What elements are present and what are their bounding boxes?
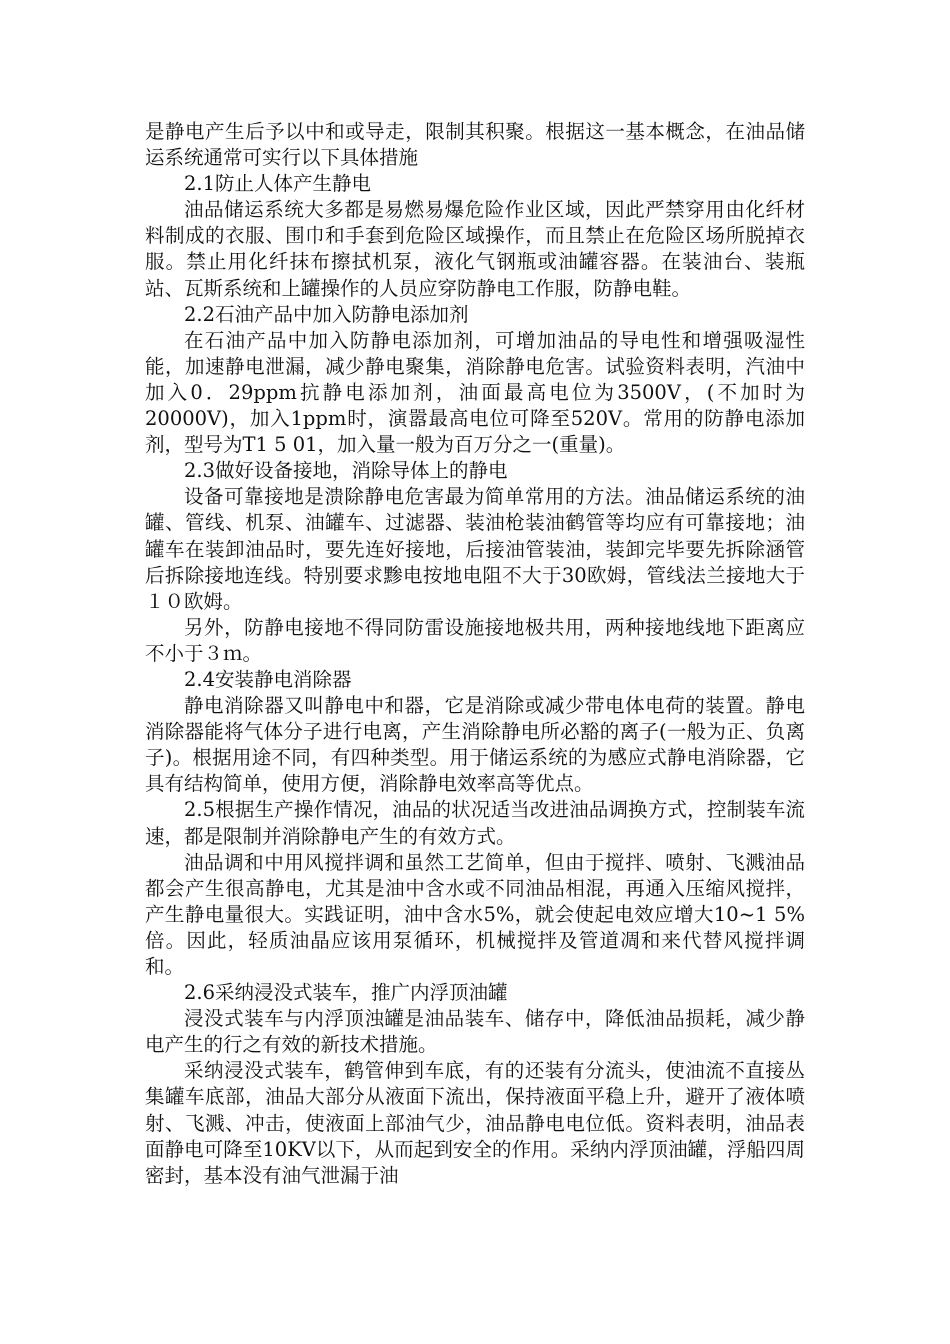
paragraph-2-3-additional: 另外，防静电接地不得同防雷设施接地极共用，两种接地线地下距离应不小于３ｍ。	[145, 615, 805, 665]
paragraph-2-5-body: 2.5根据生产操作情况，油品的状况适当改进油品调换方式，控制装车流速，都是限制并消除静电产生的有效方式。	[145, 798, 805, 848]
paragraph-intro: 是静电产生后予以中和或导走，限制其积聚。根据这一基本概念，在油品储运系统通常可实行以下具体措施	[145, 120, 805, 170]
paragraph-2-3-body: 设备可靠接地是溃除静电危害最为简单常用的方法。油品储运系统的油罐、管线、机泵、油罐车、过滤器、装油枪装油鹤管等均应有可靠接地；油罐车在装卸油品时，要先连好接地，后接油管装油，装卸完毕要先拆除涵管后拆除接地连线。特别要求黪电按地电阻不大于30欧姆，管线法兰接地大于１０欧姆。	[145, 485, 805, 613]
paragraph-2-1-body: 油品储运系统大多都是易燃易爆危险作业区域，因此严禁穿用由化纤材料制成的衣服、围巾和手套到危险区域操作，而且禁止在危险区场所脱掉衣服。禁止用化纤抹布擦拭机泵，液化气钢瓶或油罐容器。在装油台、装瓶站、瓦斯系统和上罐操作的人员应穿防静电工作服，防静电鞋。	[145, 198, 805, 300]
paragraph-2-2-body: 在石油产品中加入防静电添加剂，可增加油品的导电性和增强吸湿性能，加速静电泄漏，减少静电聚集，消除静电危害。试验资料表明，汽油中加入0．29ppm抗静电添加剂，油面最高电位为3500V，(不加时为20000V)，加入1ppm时，演嚣最高电位可降至520V。常用的防静电添加剂，型号为T1 5 01，加入量一般为百万分之一(重量)。	[145, 328, 805, 457]
section-heading-2-1: 2.1防止人体产生静电	[184, 172, 372, 196]
section-heading-2-6: 2.6采纳浸没式装车，推广内浮顶油罐	[184, 981, 508, 1005]
paragraph-2-4-body: 静电消除器又叫静电中和器，它是消除或减少带电体电荷的装置。静电消除器能将气体分子进行电离，产生消除静电所必豁的离子(一般为正、负离子)。根据用途不同，有四种类型。用于储运系统的为感应式静电消除器，它具有结构简单，使用方便，消除静电效率高等优点。	[145, 694, 805, 796]
section-heading-2-2: 2.2石油产品中加入防静电添加剂	[184, 302, 469, 326]
paragraph-2-5-mixing: 油品调和中用风搅拌调和虽然工艺简单，但由于搅拌、喷射、飞溅油品都会产生很高静电，尤其是油中含水或不同油品相混，再通入压缩风搅拌，产生静电量很大。实践证明，油中含水5%，就会使起电效应增大10~1 5%倍。因此，轻质油晶应该用泵循环，机械搅拌及管道凋和来代替风搅拌调和。	[145, 850, 805, 978]
section-heading-2-3: 2.3做好设备接地，消除导体上的静电	[184, 459, 508, 483]
paragraph-2-6-body: 浸没式装车与内浮顶浊罐是油品装车、储存中，降低油品损耗，减少静电产生的行之有效的新技术措施。	[145, 1007, 805, 1057]
section-heading-2-4: 2.4安装静电消除器	[184, 667, 352, 691]
document-page	[145, 119, 805, 1189]
paragraph-2-6-loading: 采纳浸没式装车，鹤管伸到车底，有的还装有分流头，使油流不直接丛集罐车底部，油品大部分从液面下流出，保持液面平稳上升，避开了液体喷射、飞溅、冲击，使液面上部油气少，油品静电电位低。资料表明，油品表面静电可降至10KV以下，从而起到安全的作用。采纳内浮顶油罐，浮船四周密封，基本没有油气泄漏于油	[145, 1059, 805, 1187]
